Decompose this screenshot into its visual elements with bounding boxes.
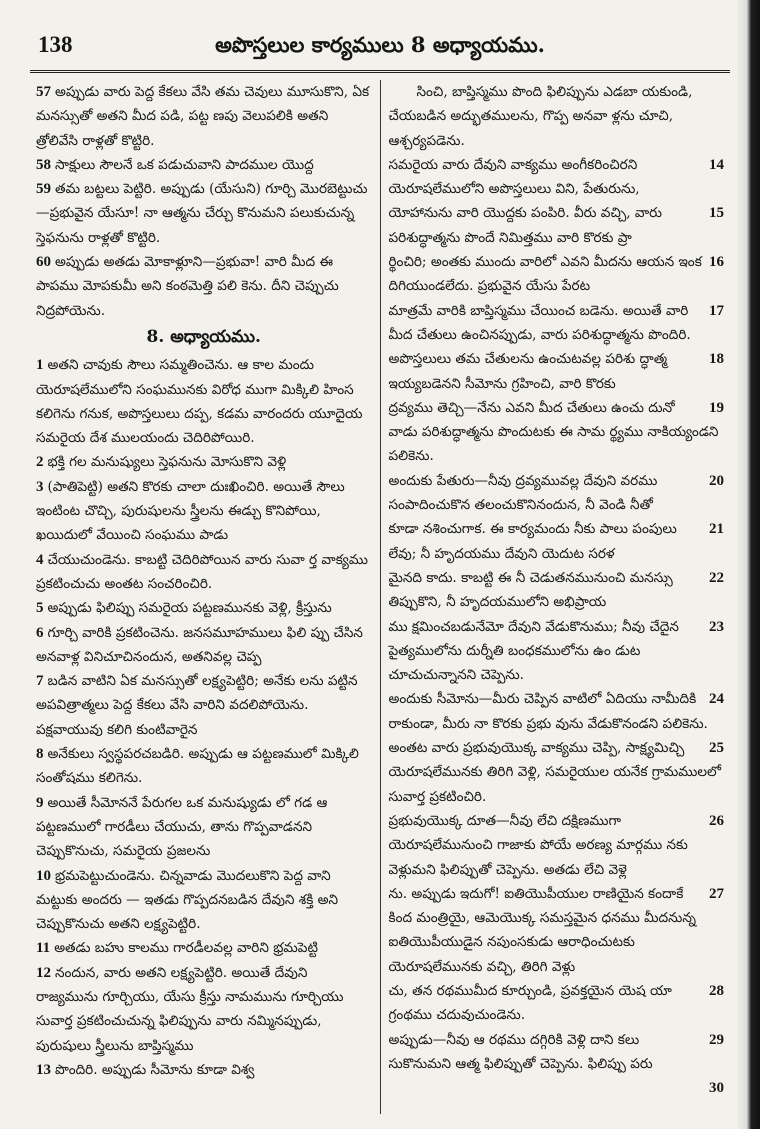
verse-text: సించి, బాప్తిస్మము పొంది ఫిలిప్పును ఎడబా యకుండి, చేయబడిన అద్భుతములను, గొప్ప అనవా ళ్లను చూచి, ఆశ్చర్యపడెను. <box>388 84 693 149</box>
verse-text: (పాతిపెట్టి) అతని కొరకు చాలా దుఃఖించిరి. అయితే సౌలు ఇంటింట చొచ్చి, పురుషులను స్త్రీలను ఈడ్చు కొనిపోయి, ఖయిదులో వేయించి సంఘము పాడు <box>36 478 345 544</box>
verse-text: ద్రవ్యము తెచ్చి—నేను ఎవని మీద చేతులు ఉంచు దునో వాడు పరిశుద్ధాత్మను పొందుటకు ఈ సామ ర్థ్యము నాకియ్యండని పలికెను. <box>388 399 719 465</box>
verse <box>36 80 372 153</box>
verse-text: చు, తన రథముమీద కూర్చుండి, ప్రవక్తయైన యెష యా గ్రంథము చదువుచుండెను. <box>388 982 672 1024</box>
verse-number: 22 <box>709 569 724 586</box>
verse-number: 26 <box>709 812 724 829</box>
text-columns <box>30 80 730 1114</box>
verse <box>36 177 372 250</box>
verse <box>36 450 372 474</box>
verse <box>389 979 725 1028</box>
verse-number: 17 <box>709 302 724 319</box>
page-number: 138 <box>38 32 73 57</box>
verse-text: ర్థించిరి; అంతకు ముందు వారిలో ఎవని మీదను ఆయన ఇంక దిగియుండలేదు. ప్రభువైన యేసు పేరట <box>388 254 702 295</box>
verse <box>36 1058 372 1082</box>
verse <box>36 475 372 548</box>
verse-number: 28 <box>709 982 724 999</box>
verse-number: 20 <box>709 472 724 489</box>
verse <box>389 347 725 396</box>
verse-number: 27 <box>709 885 724 902</box>
verse <box>389 882 725 979</box>
verse-text: కూడా నశించుగాక. ఈ కార్యమందు నీకు పాలు పంపులు లేవు; నీ హృదయము దేవుని యెదుట సరళ <box>388 521 677 562</box>
verse-text: అపొస్తలులు తమ చేతులను ఉంచుటవల్ల పరిశు ద్ధాత్మ ఇయ్యబడెనని సీమోను గ్రహించి, వారి కొరకు <box>388 351 668 392</box>
verse <box>36 669 372 742</box>
verse <box>389 736 725 809</box>
verse-text: అతడు బహు కాలము గారడీలవల్ల వారిని భ్రమపెట్టి <box>54 940 318 957</box>
verse-number: 58 <box>36 156 51 173</box>
verse-text: అయితే సీమోననే పేరుగల ఒక మనుష్యుడు లో గడ ఆ పట్టణములో గారడీలు చేయుచు, తాను గొప్పవాడనని చెప్పుకొనుచు, సమరైయ ప్రజలను <box>36 794 328 860</box>
verse-text: ము క్షమించబడునేమో దేవుని వేడుకొనుము; నీవు చేదైన పైత్యములోను దుర్నీతి బంధకములోను ఉం డుట చూచుచున్నానని చెప్పెను. <box>388 618 679 684</box>
verse <box>389 469 725 518</box>
left-column <box>30 80 381 1114</box>
verse-text: భక్తి గల మనుష్యులు స్తెఫనును మోసుకొని వెళ్లి <box>47 454 287 471</box>
chapter-heading: 8. అధ్యాయము. <box>146 326 261 347</box>
verse-number: 25 <box>709 740 724 757</box>
verse-text: భ్రమపెట్టుచుండెను. చిన్నవాడు మొదలుకొని పెద్ద వాని మట్టుకు అందరు — ఇతడు గొప్పదనబడిన దేవుని శక్తి అని చెప్పుకొనుచు అతని లక్ష్యపెట్టిరి. <box>36 867 339 933</box>
verse-number: 16 <box>709 254 724 271</box>
verse-text: సమరైయ వారు దేవుని వాక్యము అంగీకరించిరని యెరూషలేములోని అపొస్తలులు విని, పేతురును, <box>388 156 640 198</box>
verse-number: 11 <box>36 940 51 957</box>
verse <box>36 548 372 597</box>
verse-text: అప్పుడు అతడు మోకాళ్లూని—ప్రభువా! వారి మీద ఈ పాపము మోపకుమీ అని కంఠమెత్తి పలి కెను. దీని చెప్పుచు నిద్రపోయెను. <box>36 254 339 319</box>
verse-text: అప్పుడు—నీవు ఆ రథము దగ్గిరికి వెళ్లి దాని కలు సుకొనుమని ఆత్మ ఫిలిప్పుతో చెప్పెను. ఫిలిప్పు పరు <box>388 1031 653 1072</box>
verse-number: 10 <box>36 867 51 884</box>
verse-text: అప్పుడు ఫిలిప్పు సమరైయ పట్టణమునకు వెళ్లి, క్రీస్తును <box>47 600 332 617</box>
verse-text: గూర్చి వారికి ప్రకటించెను. జనసమూహములు ఫిలి ప్పు చేసిన అనవాళ్ల వినిచూచినందున, అతనివల్ల చెప్ప <box>36 624 363 665</box>
verse-number: 1 <box>36 357 44 374</box>
verse <box>389 201 725 250</box>
verse-number: 30 <box>709 1080 724 1097</box>
verse <box>389 1028 725 1077</box>
verse <box>36 596 372 620</box>
verse-number: 13 <box>36 1061 51 1078</box>
verse-number: 9 <box>36 794 44 811</box>
verse-number: 60 <box>36 254 51 271</box>
verse <box>389 80 725 153</box>
verse-number: 29 <box>709 1031 724 1048</box>
verse-text: అందుకు పేతురు—నీవు ద్రవ్యమువల్ల దేవుని వరము సంపాదించుకొన తలంచుకొనినందున, నీ వెండి నీతో <box>388 472 658 514</box>
verse <box>36 742 372 791</box>
verse <box>389 566 725 615</box>
page-edge-shadow <box>738 0 760 1129</box>
verse-text: అనేకులు స్వస్థపరచబడిరి. అప్పుడు ఆ పట్టణములో మిక్కిలి సంతోషము కలిగెను. <box>36 746 359 787</box>
right-column <box>381 80 731 1114</box>
verse-text: యోహానును వారి యొద్దకు పంపిరి. వీరు వచ్చి, వారు పరిశుద్ధాత్మను పొందే నిమిత్తము వారి కొరకు ప్రా <box>388 205 662 246</box>
verse <box>36 250 372 323</box>
verse <box>389 809 725 882</box>
verse <box>36 791 372 864</box>
verse-number: 3 <box>36 478 44 495</box>
verse-text: ప్రభువుయొక్క దూత—నీవు లేచి దక్షిణముగా యెరూషలేమునుంచి గాజాకు పోయే అరణ్య మార్గము నకు వెళ్లుమని ఫిలిప్పుతో చెప్పెను. అతడు లేచి వెళ్లె <box>388 812 688 878</box>
verse-number: 18 <box>709 351 724 368</box>
verse-number: 5 <box>36 600 44 617</box>
verse <box>36 353 372 450</box>
verse-number: 21 <box>709 521 724 538</box>
verse-text: ను. అప్పుడు ఇదుగో! ఐతియొపీయుల రాణియైన కందాకే కింద మంత్రియై, ఆమెయొక్క సమస్తమైన ధనము మీదనున్న ఐతియొపీయుడైన నపుంసకుడు ఆరాధించుటకు యెరూషలేమునకు వచ్చి, తిరిగి వెళ్లు <box>388 885 696 975</box>
verse-text: అంతట వారు ప్రభువుయొక్క వాక్యము చెప్పి, సాక్ష్యమిచ్చి యెరూషలేమునకు తిరిగి వెళ్లి, సమరైయుల యనేక గ్రామములలో సువార్త ప్రకటించిరి. <box>388 740 721 805</box>
verse-number: 59 <box>36 181 51 198</box>
verse <box>36 621 372 670</box>
verse-number: 15 <box>709 205 724 222</box>
verse <box>389 517 725 566</box>
verse <box>389 153 725 202</box>
verse-text: పొందిరి. అప్పుడు సీమోను కూడా విశ్వ <box>55 1061 255 1078</box>
verse-number: 4 <box>36 551 44 568</box>
verse-text: బడిన వాటిని ఏక మనస్సుతో లక్ష్యపెట్టిరి; అనేకు లను పట్టిన అపవిత్రాత్మలు పెద్ద కేకలు వేసి వారిని వదలిపోయెను. పక్షవాయువు కలిగి కుంటివారైన <box>36 673 358 738</box>
verse-number: 19 <box>709 399 724 416</box>
verse-number: 14 <box>709 156 724 173</box>
verse <box>389 687 725 736</box>
page-header <box>30 14 730 73</box>
verse-text: సాక్షులు సౌలనే ఒక పడుచువాని పాదముల యొద్ద <box>55 156 314 173</box>
verse-text: మైనది కాదు. కాబట్టి ఈ నీ చెడుతనమునుంచి మనస్సు తిప్పుకొని, నీ హృదయములోని అభిప్రాయ <box>388 569 673 611</box>
verse <box>389 396 725 469</box>
verse <box>389 615 725 688</box>
verse-text: నందున, వారు అతని లక్ష్యపెట్టిరి. అయితే దేవుని రాజ్యమును గూర్చియు, యేసు క్రీస్తు నామమును గూర్చియు సువార్త ప్రకటించుచున్న ఫిలిప్పును వారు నమ్మినప్పుడు, పురుషులు స్త్రీలును బాప్తిస్మము <box>36 964 344 1054</box>
verse <box>36 153 372 177</box>
verse-text: అప్పుడు వారు పెద్ద కేకలు వేసి తమ చెవులు మూసుకొని, ఏక మనస్సుతో అతని మీద పడి, పట్ట ణపు వెలుపలికి అతని త్రోలివేసి రాళ్లతో కొట్టిరి. <box>36 84 370 149</box>
verse-number: 57 <box>36 84 51 100</box>
verse-text: తమ బట్టలు పెట్టిరి. అప్పుడు (యేసుని) గూర్చి మొరబెట్టుచు—ప్రభువైన యేసూ! నా ఆత్మను చేర్చు కొనుమని పలుకుచున్న స్తెఫనును రాళ్లతో కొట్టిరి. <box>36 181 368 246</box>
verse-text: చేయుచుండెను. కాబట్టి చెదిరిపోయిన వారు సువా ర్త వాక్యము ప్రకటించుచు అంతట సంచరించిరి. <box>36 551 368 592</box>
verse-number: 6 <box>36 624 44 641</box>
verse <box>389 299 725 348</box>
verse <box>36 864 372 937</box>
verse-number: 23 <box>709 618 724 635</box>
verse-text: అందుకు సీమోను—మీరు చెప్పిన వాటిలో ఏదియు నామీదికి రాకుండా, మీరు నా కొరకు ప్రభు వును వేడుకొనండని పలికెను. <box>388 691 708 732</box>
verse <box>389 250 725 299</box>
verse-number: 12 <box>36 964 51 981</box>
verse-number: 2 <box>36 454 44 471</box>
verse-number: 7 <box>36 673 44 690</box>
verse-number: 8 <box>36 746 44 763</box>
page-title: అపొస్తలుల కార్యములు 8 అధ్యాయము. <box>215 32 545 57</box>
verse <box>36 961 372 1058</box>
verse-text: అతని చావుకు సౌలు సమ్మతించెను. ఆ కాల మందు యెరూషలేములోని సంఘమునకు విరోధ ముగా మిక్కిలి హింస కలిగెను గనుక, అపొస్తలులు దప్ప, కడమ వారందరు యూదైయ సమరైయ దేశ ములయందు చెదిరిపోయిరి. <box>36 357 363 447</box>
bible-page <box>30 14 730 1114</box>
verse <box>36 936 372 960</box>
verse-text: మాత్రమే వారికి బాప్తిస్మము చేయించ బడెను. అయితే వారి మీద చేతులు ఉంచినప్పుడు, వారు పరిశుద్ధాత్మను పొందిరి. <box>388 302 691 343</box>
verse-number: 24 <box>709 691 724 708</box>
